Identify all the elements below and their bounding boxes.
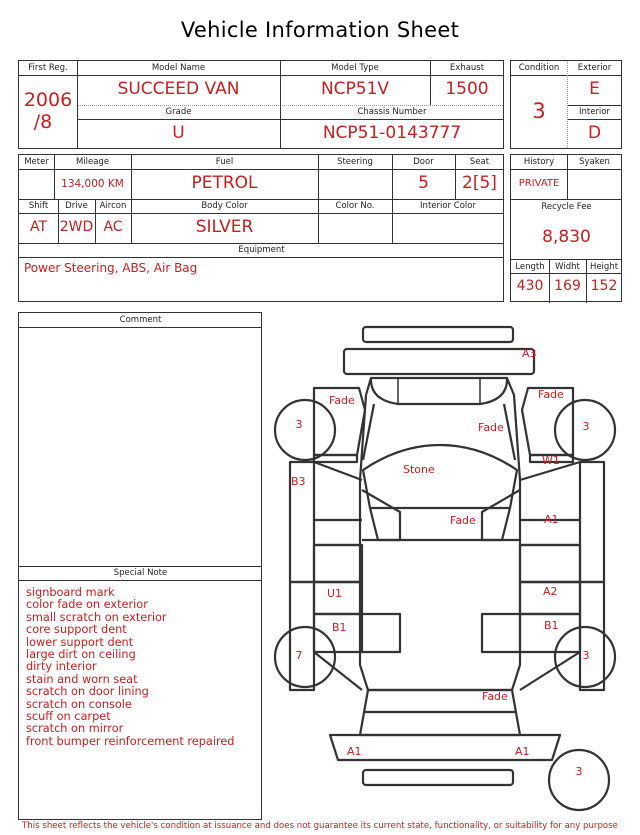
drive-value: 2WD xyxy=(59,219,94,235)
footer-disclaimer: This sheet reflects the vehicle's condition at issuance and does not guarantee its current state, functionality, or suitability for any purpose xyxy=(22,821,618,831)
model-type-value: NCP51V xyxy=(320,79,390,99)
exterior-label: Exterior xyxy=(577,63,612,73)
note-line: scuff on carpet xyxy=(26,710,111,724)
shift-label: Shift xyxy=(28,201,49,211)
condition-value: 3 xyxy=(532,99,546,123)
note-line: color fade on exterior xyxy=(26,598,148,612)
first-reg-label: First Reg. xyxy=(28,63,68,73)
note-line: core support dent xyxy=(26,623,127,637)
mark-right-rear-fender: Fade xyxy=(538,388,564,401)
tire-spare: 3 xyxy=(575,765,583,778)
length-value: 430 xyxy=(516,278,544,294)
tire-left-front: 7 xyxy=(295,649,303,662)
grade-value: U xyxy=(172,123,185,143)
exhaust-label: Exhaust xyxy=(449,63,485,73)
car-outline xyxy=(275,327,615,810)
model-name-label: Model Name xyxy=(151,63,206,73)
body-color-value: SILVER xyxy=(195,217,254,237)
width-label: Widht xyxy=(555,262,580,272)
door-label: Door xyxy=(413,157,434,167)
comment-label: Comment xyxy=(119,315,162,325)
special-note-label: Special Note xyxy=(113,568,168,578)
height-value: 152 xyxy=(590,278,618,294)
mileage-value: 134,000 KM xyxy=(61,178,124,190)
recycle-fee-label: Recycle Fee xyxy=(541,202,592,212)
chassis-value: NCP51-0143777 xyxy=(322,123,462,143)
fuel-value: PETROL xyxy=(191,173,258,193)
mark-left-rear-fender: Fade xyxy=(329,394,355,407)
equipment-value: Power Steering, ABS, Air Bag xyxy=(24,261,198,275)
tire-right-front: 3 xyxy=(582,649,590,662)
height-label: Height xyxy=(589,262,619,272)
note-line: stain and worn seat xyxy=(26,672,138,686)
first-reg-month: /8 xyxy=(33,111,53,133)
note-line: lower support dent xyxy=(26,635,134,649)
mark-right-front-door: A2 xyxy=(543,585,558,598)
interior-color-label: Interior Color xyxy=(420,201,476,211)
seat-label: Seat xyxy=(469,157,490,167)
mark-rear-bumper: A3 xyxy=(522,347,537,360)
mark-front-left-corner: A1 xyxy=(347,745,362,758)
drive-label: Drive xyxy=(65,201,88,211)
condition-label: Condition xyxy=(518,63,560,73)
mark-right-front-fender: B1 xyxy=(544,619,559,632)
door-value: 5 xyxy=(418,173,429,193)
mark-right-rear-door: A1 xyxy=(544,513,559,526)
seat-value: 2[5] xyxy=(462,173,497,193)
note-line: front bumper reinforcement repaired xyxy=(26,734,235,748)
mileage-label: Mileage xyxy=(75,157,110,167)
note-line: dirty interior xyxy=(26,660,97,674)
mark-front-right-corner: A1 xyxy=(515,745,530,758)
note-line: small scratch on exterior xyxy=(26,610,167,624)
exhaust-value: 1500 xyxy=(445,79,489,99)
mark-left-front-fender: B1 xyxy=(332,621,347,634)
mark-left-rear-panel: B3 xyxy=(291,475,306,488)
steering-label: Steering xyxy=(337,157,373,167)
fuel-label: Fuel xyxy=(215,157,234,167)
sheet-title: Vehicle Information Sheet xyxy=(180,18,460,42)
mark-right-pillar: W1 xyxy=(542,454,560,467)
tire-right-rear: 3 xyxy=(582,420,590,433)
mark-hood: Fade xyxy=(450,514,476,527)
width-value: 169 xyxy=(554,278,581,294)
history-value: PRIVATE xyxy=(518,178,560,189)
interior-value: D xyxy=(587,123,602,143)
equipment-label: Equipment xyxy=(238,245,285,255)
meter-label: Meter xyxy=(24,157,49,167)
history-label: History xyxy=(523,157,555,167)
aircon-label: Aircon xyxy=(99,201,127,211)
recycle-fee-value: 8,830 xyxy=(542,227,591,247)
mark-windshield: Stone xyxy=(403,463,435,476)
note-line: large dirt on ceiling xyxy=(26,648,136,662)
model-name-value: SUCCEED VAN xyxy=(117,79,240,99)
chassis-label: Chassis Number xyxy=(357,107,427,117)
mark-front-area: Fade xyxy=(482,690,508,703)
note-line: scratch on mirror xyxy=(26,722,124,736)
interior-label: Interior xyxy=(578,107,610,117)
color-no-label: Color No. xyxy=(335,201,375,211)
tire-left-rear: 3 xyxy=(295,418,303,431)
shift-value: AT xyxy=(29,219,48,235)
aircon-value: AC xyxy=(103,219,123,235)
mark-roof: Fade xyxy=(478,421,504,434)
first-reg-year: 2006 xyxy=(23,89,73,111)
exterior-value: E xyxy=(589,79,600,99)
length-label: Length xyxy=(515,262,545,272)
mark-left-front-door: U1 xyxy=(327,587,343,600)
model-type-label: Model Type xyxy=(331,63,379,73)
grade-label: Grade xyxy=(165,107,192,117)
note-line: scratch on console xyxy=(26,697,132,711)
note-line: signboard mark xyxy=(26,586,115,599)
body-color-label: Body Color xyxy=(201,201,248,211)
note-line: scratch on door lining xyxy=(26,685,149,699)
syaken-label: Syaken xyxy=(579,157,610,167)
